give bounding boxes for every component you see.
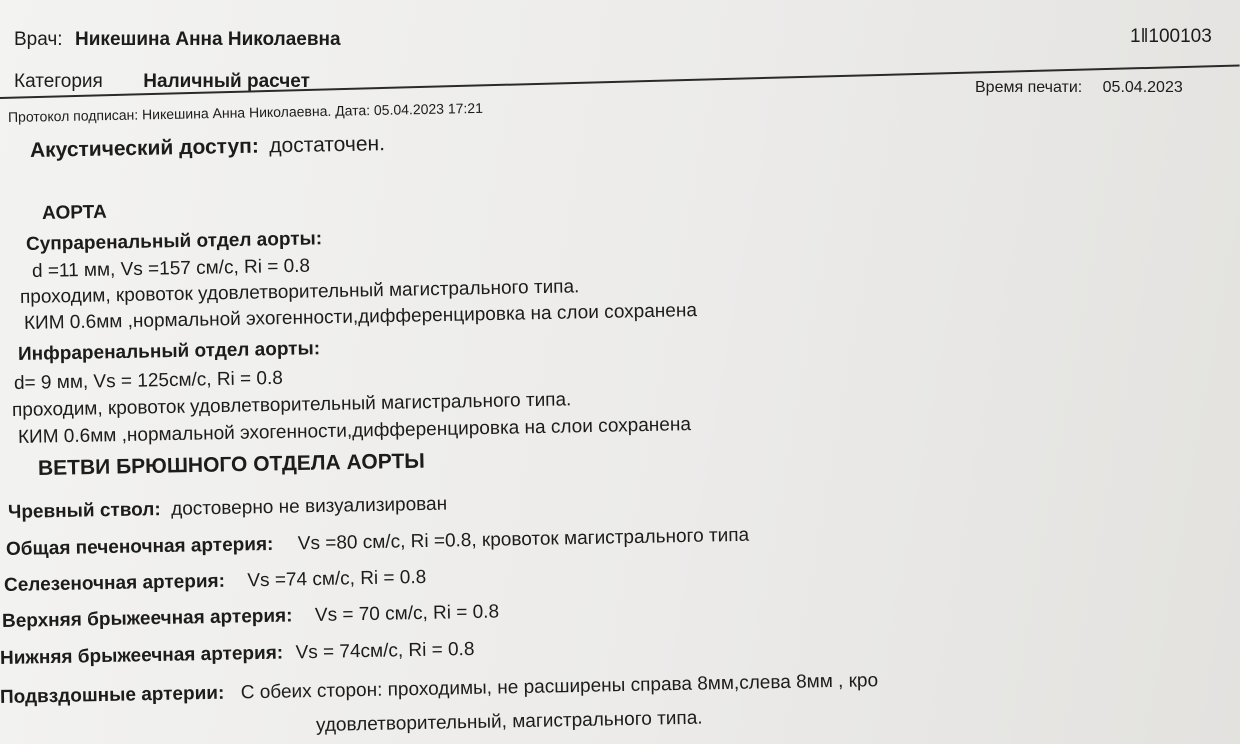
suprarenal-measurements: d =11 мм, Vs =157 см/с, Ri = 0.8 bbox=[31, 255, 311, 282]
doctor-label: Врач: bbox=[14, 29, 63, 50]
suprarenal-line2: КИМ 0.6мм ,нормальной эхогенности,дифференцировка на слои сохранена bbox=[23, 300, 698, 334]
branches-title: ВЕТВИ БРЮШНОГО ОТДЕЛА АОРТЫ bbox=[37, 449, 426, 480]
suprarenal-title: Супраренальный отдел аорты: bbox=[25, 228, 323, 255]
ima-row bbox=[0, 640, 475, 668]
print-time-label: Время печати: bbox=[975, 79, 1083, 96]
signed-line: Протокол подписан: Никешина Анна Николаевна. Дата: 05.04.2023 17:21 bbox=[7, 99, 484, 125]
doctor-name: Никешина Анна Николаевна bbox=[75, 29, 341, 50]
sma-row bbox=[2, 602, 499, 631]
splenic-row bbox=[4, 568, 427, 595]
acoustic-value: достаточен. bbox=[269, 132, 386, 158]
iliac-value-line1: С обеих сторон: проходимы, не расширены справа 8мм,слева 8мм , кро bbox=[240, 670, 879, 704]
iliac-row bbox=[0, 671, 878, 707]
print-time-value: 05.04.2023 bbox=[1102, 79, 1183, 96]
category-row bbox=[14, 72, 310, 91]
infrarenal-line1: проходим, кровоток удовлетворительный магистрального типа. bbox=[11, 389, 572, 421]
category-value: Наличный расчет bbox=[143, 71, 310, 92]
iliac-label: Подвздошные артерии: bbox=[0, 682, 225, 708]
celiac-value: достоверно не визуализирован bbox=[170, 493, 448, 520]
hepatic-row bbox=[6, 526, 749, 559]
hepatic-value: Vs =80 см/с, Ri =0.8, кровоток магистрального типа bbox=[297, 524, 750, 555]
doctor-row bbox=[14, 30, 341, 49]
category-label: Категория bbox=[14, 71, 103, 92]
celiac-row bbox=[8, 495, 448, 522]
aorta-title: АОРТА bbox=[41, 201, 108, 224]
hepatic-label: Общая печеночная артерия: bbox=[5, 533, 274, 560]
ima-value: Vs = 74см/с, Ri = 0.8 bbox=[295, 638, 475, 664]
suprarenal-line1: проходим, кровоток удовлетворительный магистрального типа. bbox=[19, 276, 580, 308]
record-id: 1ǁ100103 bbox=[1130, 26, 1212, 47]
infrarenal-line2: КИМ 0.6мм ,нормальной эхогенности,дифференцировка на слои сохранена bbox=[17, 414, 692, 448]
sma-value: Vs = 70 см/с, Ri = 0.8 bbox=[314, 601, 500, 626]
infrarenal-title: Инфраренальный отдел аорты: bbox=[17, 338, 321, 365]
print-time-row bbox=[975, 80, 1183, 96]
infrarenal-measurements: d= 9 мм, Vs = 125см/с, Ri = 0.8 bbox=[13, 367, 284, 394]
iliac-value-line2: удовлетворительный, магистрального типа. bbox=[315, 707, 703, 736]
sma-label: Верхняя брыжеечная артерия: bbox=[1, 605, 293, 632]
ima-label: Нижняя брыжеечная артерия: bbox=[0, 642, 284, 669]
acoustic-label: Акустический доступ: bbox=[29, 134, 260, 162]
acoustic-row bbox=[30, 133, 385, 161]
splenic-value: Vs =74 см/с, Ri = 0.8 bbox=[247, 566, 427, 592]
splenic-label: Селезеночная артерия: bbox=[3, 570, 226, 596]
celiac-label: Чревный ствол: bbox=[7, 499, 161, 523]
